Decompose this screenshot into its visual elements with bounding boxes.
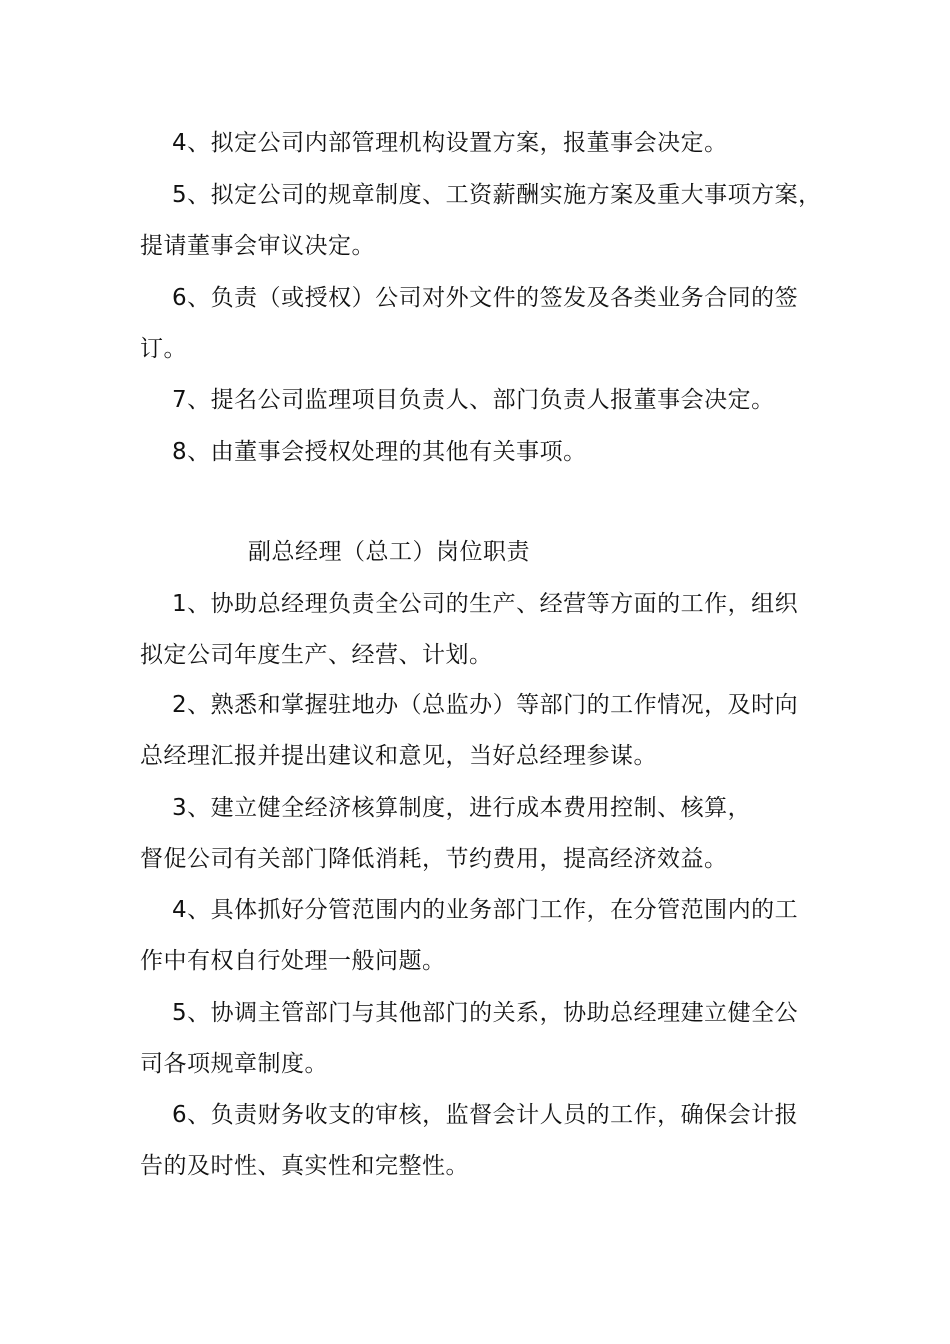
section2-item-1-line-2: 拟定公司年度生产、经营、计划。 [140, 642, 493, 668]
section1-item-6-line-2: 订。 [140, 336, 187, 362]
section2-item-4-line-2: 作中有权自行处理一般问题。 [140, 948, 446, 974]
section2-item-1-line-1: 1、协助总经理负责全公司的生产、经营等方面的工作，组织 [172, 591, 799, 617]
section1-item-7-line-1: 7、提名公司监理项目负责人、部门负责人报董事会决定。 [172, 387, 775, 413]
section1-item-4-line-1: 4、拟定公司内部管理机构设置方案，报董事会决定。 [172, 130, 728, 156]
section2-item-2-line-2: 总经理汇报并提出建议和意见，当好总经理参谋。 [140, 743, 657, 769]
section2-item-3-line-1: 3、建立健全经济核算制度，进行成本费用控制、核算， [172, 795, 752, 821]
section1-item-5-line-2: 提请董事会审议决定。 [140, 233, 375, 259]
section2-item-3-line-2: 督促公司有关部门降低消耗，节约费用，提高经济效益。 [140, 846, 728, 872]
section2-item-6-line-1: 6、负责财务收支的审核，监督会计人员的工作，确保会计报 [172, 1102, 799, 1128]
section2-title: 副总经理（总工）岗位职责 [248, 539, 530, 565]
section2-item-5-line-1: 5、协调主管部门与其他部门的关系，协助总经理建立健全公 [172, 1000, 799, 1026]
section2-item-4-line-1: 4、具体抓好分管范围内的业务部门工作，在分管范围内的工 [172, 897, 799, 923]
section2-item-6-line-2: 告的及时性、真实性和完整性。 [140, 1153, 469, 1179]
section1-item-5-line-1: 5、拟定公司的规章制度、工资薪酬实施方案及重大事项方案， [172, 182, 822, 208]
section1-item-8-line-1: 8、由董事会授权处理的其他有关事项。 [172, 439, 587, 465]
section1-item-6-line-1: 6、负责（或授权）公司对外文件的签发及各类业务合同的签 [172, 285, 799, 311]
section2-item-2-line-1: 2、熟悉和掌握驻地办（总监办）等部门的工作情况，及时向 [172, 692, 799, 718]
section2-item-5-line-2: 司各项规章制度。 [140, 1051, 328, 1077]
